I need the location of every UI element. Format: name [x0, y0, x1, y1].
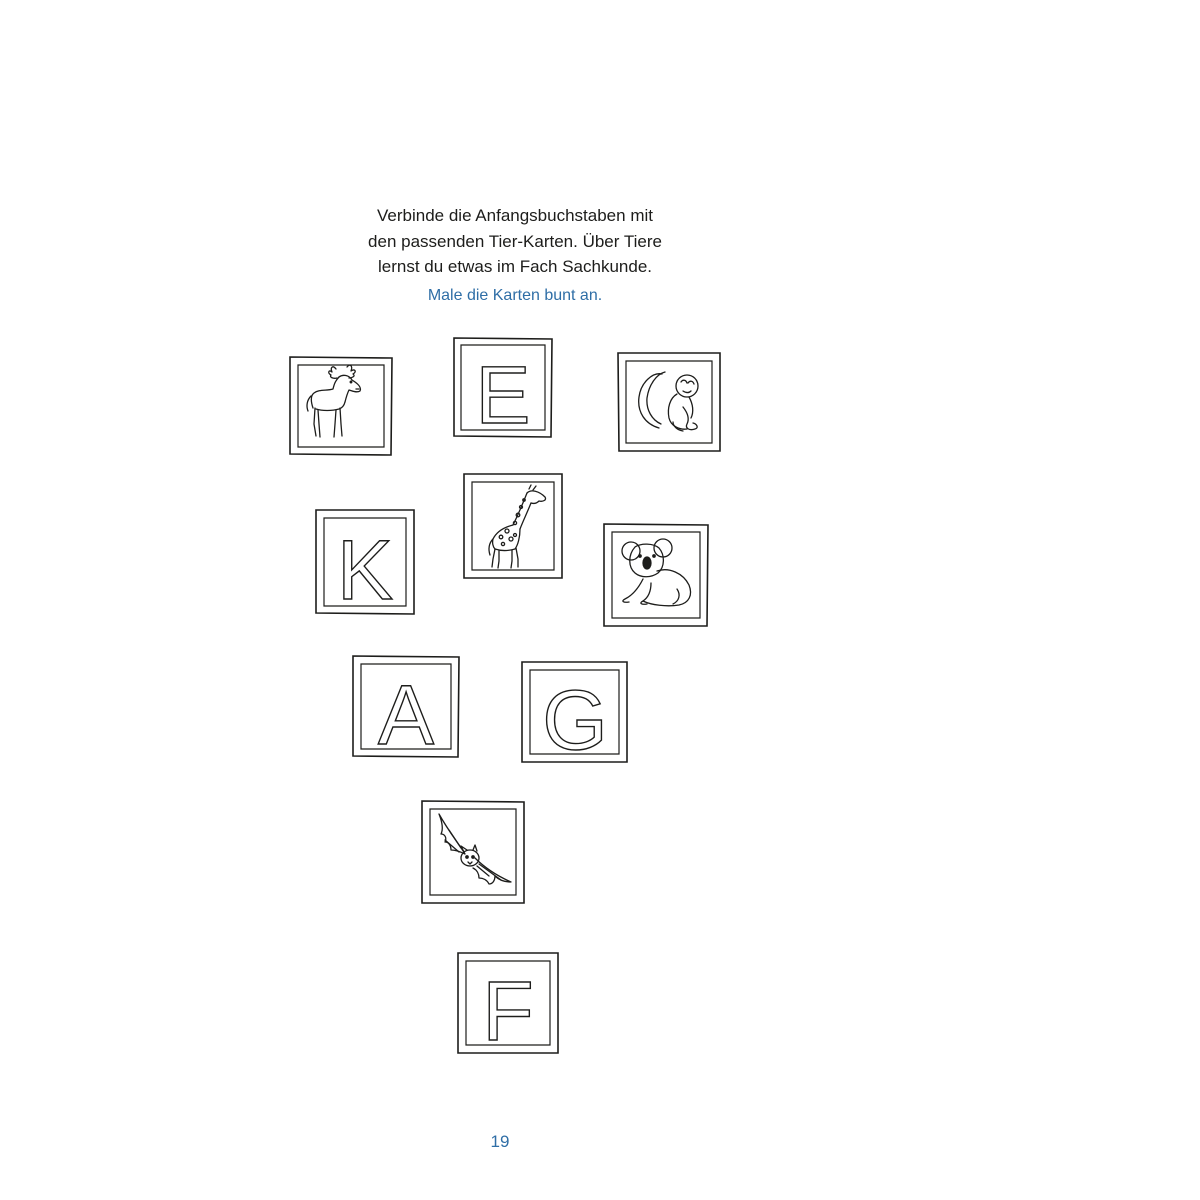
- card-letter-f[interactable]: [457, 952, 559, 1058]
- bat-icon: [421, 800, 525, 904]
- instruction-line-3: lernst du etwas im Fach Sachkunde.: [377, 257, 653, 276]
- card-bat[interactable]: [421, 800, 525, 904]
- card-moose[interactable]: [289, 356, 393, 456]
- letter-k-outline: [315, 509, 415, 615]
- card-letter-a[interactable]: [352, 655, 460, 762]
- card-letter-g[interactable]: [521, 661, 628, 767]
- letter-a: A: [377, 668, 435, 762]
- letter-e: E: [475, 350, 531, 441]
- instruction-line-2: den passenden Tier-Karten. Über Tiere: [368, 231, 662, 251]
- monkey-icon: [617, 352, 721, 452]
- page-number: 19: [490, 1132, 510, 1151]
- card-letter-e[interactable]: [453, 337, 553, 441]
- koala-icon: [603, 523, 709, 627]
- letter-a-outline: [352, 655, 460, 762]
- letter-g: G: [542, 673, 608, 767]
- card-giraffe[interactable]: [463, 473, 563, 579]
- card-letter-k[interactable]: [315, 509, 415, 615]
- letter-g-outline: [521, 661, 628, 767]
- color-instruction: Male die Karten bunt an.: [427, 287, 603, 304]
- card-monkey[interactable]: [617, 352, 721, 452]
- moose-icon: [289, 356, 393, 456]
- giraffe-icon: [463, 473, 563, 579]
- letter-f-outline: [457, 952, 559, 1058]
- card-koala[interactable]: [603, 523, 709, 627]
- instruction-text: [300, 203, 730, 280]
- letter-f: F: [482, 964, 534, 1058]
- instruction-line-1: Verbinde die Anfangsbuchstaben mit: [377, 206, 653, 225]
- letter-k: K: [336, 523, 394, 617]
- letter-e-outline: [453, 337, 553, 441]
